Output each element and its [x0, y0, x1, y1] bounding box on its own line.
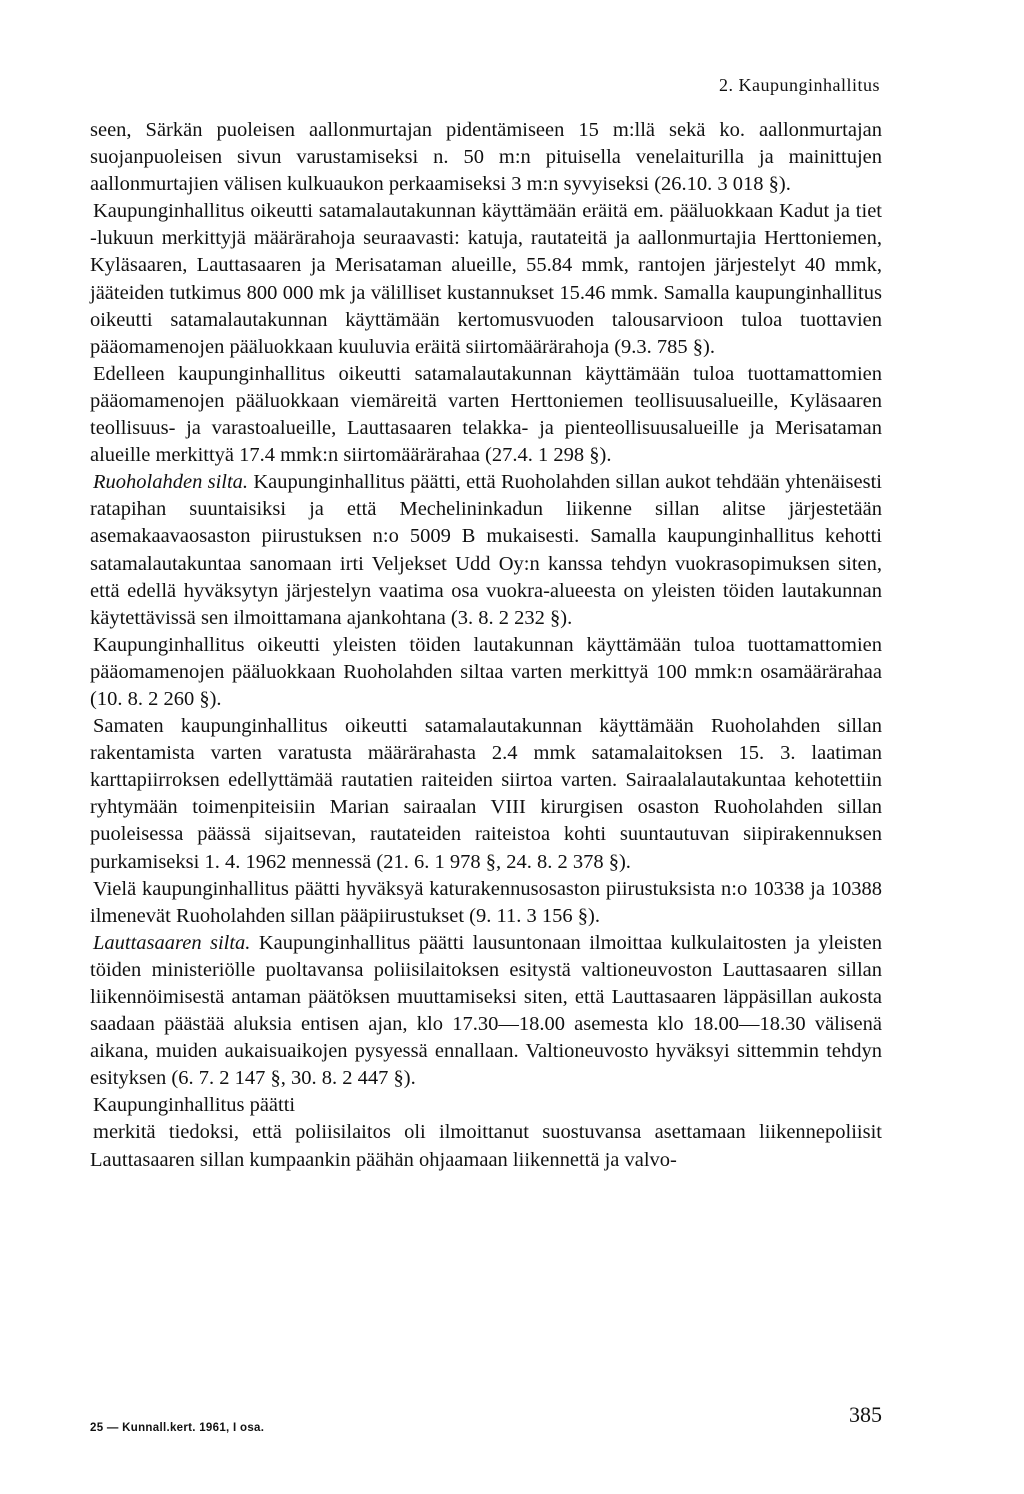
- paragraph: [90, 930, 882, 1093]
- paragraph: Vielä kaupunginhallitus päätti hyväksyä katurakennusosaston piirustuksista n:o 10338 ja 10388 ilmenevät Ruoholahden sillan pääpiirustukset (9. 11. 3 156 §).: [90, 877, 882, 927]
- section-heading: Ruoholahden silta.: [93, 471, 249, 494]
- section-heading: Lauttasaaren silta.: [93, 931, 251, 954]
- running-head: 2. Kaupunginhallitus: [719, 75, 880, 95]
- footer-note: 25 — Kunnall.kert. 1961, I osa.: [90, 1422, 265, 1434]
- paragraph-text: Kaupunginhallitus päätti lausuntonaan ilmoittaa kulkulaitosten ja yleisten töiden ministeriölle puoltavansa poliisilaitoksen esitystä valtioneuvoston Lauttasaaren sillan liikennöimisestä antaman päätöksen muuttamiseksi siten, että Lauttasaaren läppäsillan aukosta saadaan päästää aluksia entisen ajan, klo 17.30—18.00 asemesta klo 18.00—18.30 välisenä aikana, muiden aukaisuaikojen pysyessä ennallaan. Valtioneuvosto hyväksyi sittemmin tehdyn esityksen (6. 7. 2 147 §, 30. 8. 2 447 §).: [90, 931, 882, 1090]
- paragraph: Kaupunginhallitus oikeutti yleisten töiden lautakunnan käyttämään tuloa tuottamattomien pääomamenojen pääluokkaan Ruoholahden siltaa varten merkittyä 100 mmk:n osamäärärahaa (10. 8. 2 260 §).: [90, 633, 882, 710]
- paragraph: merkitä tiedoksi, että poliisilaitos oli ilmoittanut suostuvansa asettamaan liikennepoliisit Lauttasaaren sillan kumpaankin päähän ohjaamaan liikennettä ja valvo-: [90, 1121, 882, 1171]
- paragraph: [90, 469, 882, 632]
- paragraph: Edelleen kaupunginhallitus oikeutti satamalautakunnan käyttämään tuloa tuottamattomien pääomamenojen pääluokkaan viemäreitä varten Herttoniemen teollisuusalueille, Kyläsaaren teollisuus- ja varastoalueille, Lauttasaaren telakka- ja pienteollisuusalueille ja Merisataman alueille merkittyä 17.4 mmk:n siirtomäärärahaa (27.4. 1 298 §).: [90, 362, 882, 467]
- paragraph: seen, Särkän puoleisen aallonmurtajan pidentämiseen 15 m:llä sekä ko. aallonmurtajan suojanpuoleisen sivun varustamiseksi n. 50 m:n pituisella venelaiturilla ja mainittujen aallonmurtajien välisen kulkuaukon perkaamiseksi 3 m:n syvyiseksi (26.10. 3 018 §).: [90, 119, 882, 196]
- body-text: [90, 117, 882, 1174]
- paragraph: Samaten kaupunginhallitus oikeutti satamalautakunnan käyttämään Ruoholahden sillan rakentamista varten varatusta määrärahasta 2.4 mmk satamalaitoksen 15. 3. laatiman karttapiirroksen edellyttämää rautatien raiteiden siirtoa varten. Sairaalalautakuntaa kehotettiin ryhtymään toimenpiteisiin Marian sairaalan VIII kirurgisen osaston Ruoholahden sillan puoleisessa päässä sijaitsevan, rautateiden raiteistoa kohti suuntautuvan siipirakennuksen purkamiseksi 1. 4. 1962 mennessä (21. 6. 1 978 §, 24. 8. 2 378 §).: [90, 715, 882, 873]
- paragraph: Kaupunginhallitus päätti: [93, 1094, 296, 1117]
- page-number: 385: [849, 1402, 882, 1427]
- paragraph: Kaupunginhallitus oikeutti satamalautakunnan käyttämään eräitä em. pääluokkaan Kadut ja tiet -lukuun merkittyjä määrärahoja seuraavasti: katuja, rautateitä ja aallonmurtajia Herttoniemen, Kyläsaaren, Lauttasaaren ja Merisataman alueille, 55.84 mmk, rantojen järjestelyt 40 mmk, jääteiden tutkimus 800 000 mk ja välilliset kustannukset 15.46 mmk. Samalla kaupunginhallitus oikeutti satamalautakunnan käyttämään kertomusvuoden talousarvioon tuloa tuottavien pääomamenojen pääluokkaan kuuluvia eräitä siirtomäärärahoja (9.3. 785 §).: [90, 200, 882, 358]
- paragraph-text: Kaupunginhallitus päätti, että Ruoholahden sillan aukot tehdään yhtenäisesti ratapihan suuntaisiksi ja että Mechelininkadun liikenne sillan alitse järjestetään asemakaavaosaston piirustuksen n:o 5009 B mukaisesti. Samalla kaupunginhallitus kehotti satamalautakuntaa sanomaan irti Veljekset Udd Oy:n kanssa tehdyn vuokrasopimuksen siten, että edellä hyväksytyn järjestelyn vaatima osa vuokra-alueesta on yleisten töiden lautakunnan käytettävissä sen ilmoittamana ajankohtana (3. 8. 2 232 §).: [90, 471, 882, 629]
